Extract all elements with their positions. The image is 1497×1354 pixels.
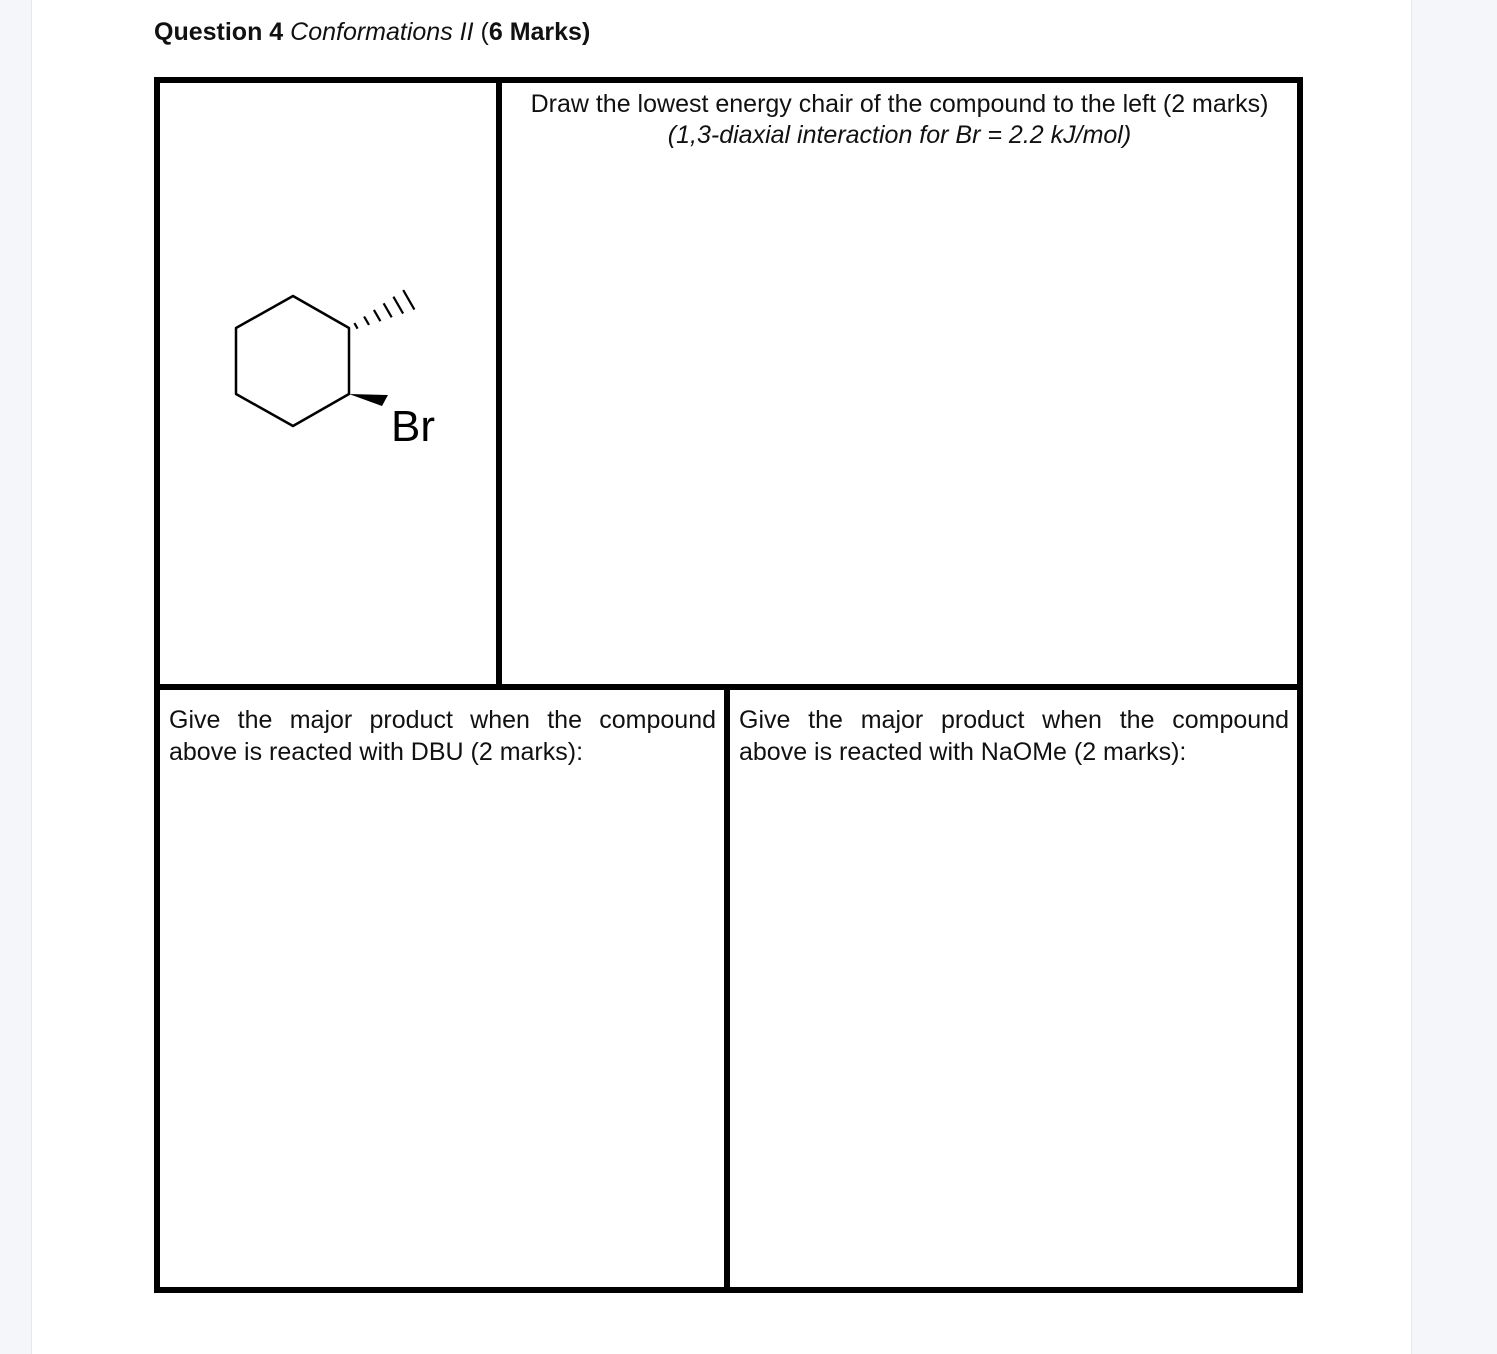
bromine-label: Br [391, 402, 435, 451]
molecule-structure [220, 283, 460, 463]
diaxial-note: (1,3-diaxial interaction for Br = 2.2 kJ/mol) [667, 121, 1132, 149]
question-heading [154, 16, 590, 48]
question-marks: 6 Marks) [488, 18, 591, 46]
dbu-prompt: Give the major product when the compound above is reacted with DBU (2 marks): [169, 706, 716, 766]
structure-cell [160, 83, 502, 690]
chair-prompt [522, 89, 1277, 151]
dbu-answer-cell[interactable] [160, 690, 730, 1287]
chair-drawing-cell[interactable] [502, 83, 1297, 690]
chair-instruction: Draw the lowest energy chair of the compound to the left (2 marks) [530, 90, 1269, 118]
marks-open-paren: ( [480, 18, 489, 46]
answer-table [154, 77, 1303, 1293]
naome-prompt: Give the major product when the compound above is reacted with NaOMe (2 marks): [739, 706, 1289, 766]
hashed-wedge-bond [354, 290, 414, 329]
question-topic: Conformations II [290, 18, 474, 46]
solid-wedge-bond [349, 394, 388, 406]
cyclohexane-ring [236, 296, 349, 426]
question-number: Question 4 [154, 18, 284, 46]
naome-answer-cell[interactable] [730, 690, 1297, 1287]
